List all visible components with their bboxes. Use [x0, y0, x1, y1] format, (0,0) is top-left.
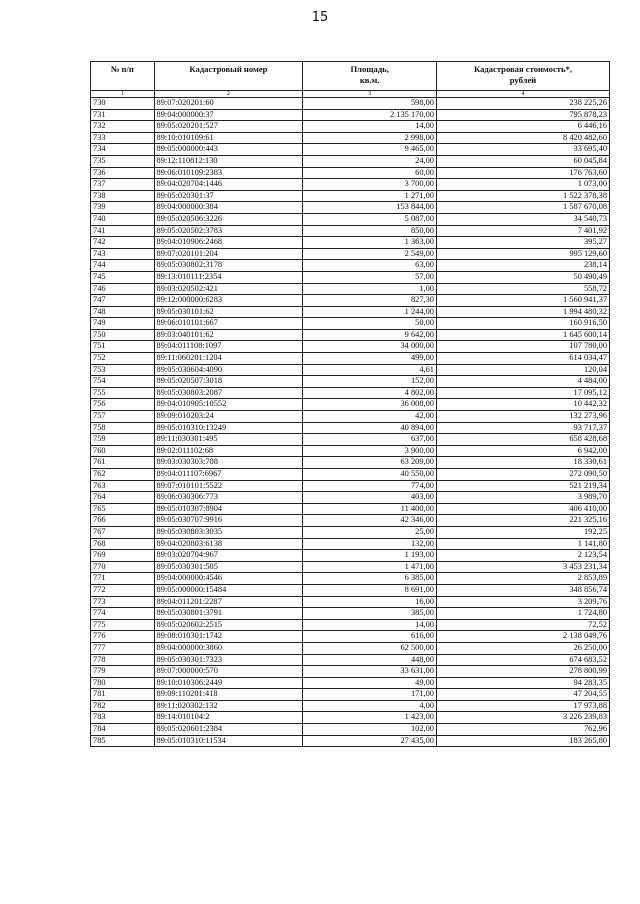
- row-number-cell: 777: [91, 642, 155, 654]
- table-row: [91, 271, 610, 283]
- row-number-cell: 753: [91, 364, 155, 376]
- area-cell: 36 008,00: [303, 399, 437, 411]
- table-row: [91, 98, 610, 110]
- cadastral-number-cell: 89:07:000000:570: [154, 666, 303, 678]
- row-number-cell: 759: [91, 434, 155, 446]
- column-number: 3: [303, 91, 437, 98]
- column-number: 2: [154, 91, 303, 98]
- cadastral-value-cell: 272 090,50: [436, 469, 609, 481]
- cadastral-number-cell: 89:03:020704:967: [154, 550, 303, 562]
- cadastral-value-cell: 395,27: [436, 237, 609, 249]
- table-row: [91, 237, 610, 249]
- cadastral-number-cell: 89:07:010101:5522: [154, 480, 303, 492]
- cadastral-number-cell: 89:12:110812:130: [154, 155, 303, 167]
- cadastral-number-cell: 89:11:030301:495: [154, 434, 303, 446]
- row-number-cell: 768: [91, 538, 155, 550]
- cadastral-value-cell: 120,04: [436, 364, 609, 376]
- cadastral-value-cell: 238 225,26: [436, 98, 609, 110]
- row-number-cell: 747: [91, 295, 155, 307]
- row-number-cell: 742: [91, 237, 155, 249]
- row-number-cell: 751: [91, 341, 155, 353]
- cadastral-value-cell: 221 325,16: [436, 515, 609, 527]
- cadastral-value-cell: 17 095,12: [436, 387, 609, 399]
- table-row: [91, 295, 610, 307]
- cadastral-value-cell: 6 942,00: [436, 445, 609, 457]
- table-row: [91, 202, 610, 214]
- cadastral-number-cell: 89:03:020502:421: [154, 283, 303, 295]
- area-cell: 60,00: [303, 167, 437, 179]
- row-number-cell: 781: [91, 689, 155, 701]
- row-number-cell: 731: [91, 109, 155, 121]
- row-number-cell: 765: [91, 503, 155, 515]
- cadastral-value-cell: 3 226 239,83: [436, 712, 609, 724]
- table-row: [91, 654, 610, 666]
- table-row: [91, 596, 610, 608]
- table-row: [91, 724, 610, 736]
- row-number-cell: 756: [91, 399, 155, 411]
- table-row: [91, 503, 610, 515]
- cadastral-number-cell: 89:05:020506:3226: [154, 213, 303, 225]
- row-number-cell: 732: [91, 121, 155, 133]
- cadastral-value-cell: 1 587 670,08: [436, 202, 609, 214]
- cadastral-number-cell: 89:04:000000:3860: [154, 642, 303, 654]
- row-number-cell: 774: [91, 608, 155, 620]
- table-row: [91, 550, 610, 562]
- area-cell: 1 471,00: [303, 561, 437, 573]
- cadastral-value-cell: 3 209,76: [436, 596, 609, 608]
- row-number-cell: 764: [91, 492, 155, 504]
- area-cell: 850,00: [303, 225, 437, 237]
- table-row: [91, 469, 610, 481]
- row-number-cell: 745: [91, 271, 155, 283]
- area-cell: 827,30: [303, 295, 437, 307]
- row-number-cell: 769: [91, 550, 155, 562]
- area-cell: 4,00: [303, 700, 437, 712]
- cadastral-number-cell: 89:05:020201:527: [154, 121, 303, 133]
- cadastral-value-cell: 1 645 600,14: [436, 329, 609, 341]
- table-row: [91, 353, 610, 365]
- table-row: [91, 561, 610, 573]
- cadastral-value-cell: 93 717,37: [436, 422, 609, 434]
- table-row: [91, 167, 610, 179]
- cadastral-value-cell: 2 138 049,76: [436, 631, 609, 643]
- cadastral-number-cell: 89:05:020502:3783: [154, 225, 303, 237]
- table-row: [91, 411, 610, 423]
- page-number: 15: [311, 10, 329, 25]
- cadastral-number-cell: 89:10:010306:2449: [154, 677, 303, 689]
- cadastral-value-cell: 183 265,80: [436, 735, 609, 747]
- table-row: [91, 538, 610, 550]
- cadastral-value-cell: 18 330,61: [436, 457, 609, 469]
- row-number-cell: 784: [91, 724, 155, 736]
- area-cell: 40 550,00: [303, 469, 437, 481]
- table-row: [91, 445, 610, 457]
- cadastral-value-cell: 674 683,52: [436, 654, 609, 666]
- row-number-cell: 757: [91, 411, 155, 423]
- cadastral-value-cell: 658 428,68: [436, 434, 609, 446]
- area-cell: 598,00: [303, 98, 437, 110]
- cadastral-number-cell: 89:09:010203:24: [154, 411, 303, 423]
- area-cell: 385,00: [303, 608, 437, 620]
- area-cell: 6 385,00: [303, 573, 437, 585]
- cadastral-number-cell: 89:05:030301:505: [154, 561, 303, 573]
- cadastral-number-cell: 89:11:060201:1204: [154, 353, 303, 365]
- cadastral-value-cell: 348 856,74: [436, 584, 609, 596]
- row-number-cell: 772: [91, 584, 155, 596]
- table-row: [91, 132, 610, 144]
- cadastral-number-cell: 89:13:010111:2354: [154, 271, 303, 283]
- table-row: [91, 306, 610, 318]
- cadastral-number-cell: 89:04:010906:2468: [154, 237, 303, 249]
- cadastral-value-cell: 94 283,35: [436, 677, 609, 689]
- area-cell: 616,00: [303, 631, 437, 643]
- table-row: [91, 631, 610, 643]
- cadastral-value-cell: 2 123,54: [436, 550, 609, 562]
- table-row: [91, 480, 610, 492]
- area-cell: 9 465,00: [303, 144, 437, 156]
- area-cell: 152,00: [303, 376, 437, 388]
- area-cell: 2 135 170,00: [303, 109, 437, 121]
- row-number-cell: 743: [91, 248, 155, 260]
- cadastral-value-cell: 8 420 482,60: [436, 132, 609, 144]
- area-cell: 4,61: [303, 364, 437, 376]
- cadastral-number-cell: 89:04:011107:6967: [154, 469, 303, 481]
- cadastral-value-cell: 47 204,55: [436, 689, 609, 701]
- table-row: [91, 422, 610, 434]
- cadastral-number-cell: 89:09:110201:418: [154, 689, 303, 701]
- table-row: [91, 109, 610, 121]
- area-cell: 9 642,00: [303, 329, 437, 341]
- table-row: [91, 190, 610, 202]
- row-number-cell: 762: [91, 469, 155, 481]
- area-cell: 8 691,00: [303, 584, 437, 596]
- cadastral-number-cell: 89:05:030301:7323: [154, 654, 303, 666]
- cadastral-value-cell: 1 141,80: [436, 538, 609, 550]
- cadastral-value-cell: 10 442,32: [436, 399, 609, 411]
- cadastral-number-cell: 89:11:020302:132: [154, 700, 303, 712]
- table-row: [91, 318, 610, 330]
- row-number-cell: 783: [91, 712, 155, 724]
- cadastral-number-cell: 89:05:030101:62: [154, 306, 303, 318]
- area-cell: 2 549,00: [303, 248, 437, 260]
- cadastral-value-cell: 1 073,00: [436, 179, 609, 191]
- table-row: [91, 492, 610, 504]
- cadastral-value-cell: 176 763,60: [436, 167, 609, 179]
- cadastral-value-cell: 160 916,50: [436, 318, 609, 330]
- cadastral-value-cell: 4 484,00: [436, 376, 609, 388]
- area-cell: 63 209,00: [303, 457, 437, 469]
- header-number: № п/п: [91, 62, 155, 91]
- area-cell: 3 700,00: [303, 179, 437, 191]
- cadastral-number-cell: 89:05:020301:37: [154, 190, 303, 202]
- area-cell: 40 894,00: [303, 422, 437, 434]
- cadastral-value-cell: 50 490,49: [436, 271, 609, 283]
- cadastral-value-cell: 192,25: [436, 526, 609, 538]
- cadastral-value-cell: 7 401,92: [436, 225, 609, 237]
- cadastral-number-cell: 89:05:030803:2087: [154, 387, 303, 399]
- area-cell: 171,00: [303, 689, 437, 701]
- table-row: [91, 144, 610, 156]
- cadastral-number-cell: 89:02:011102:68: [154, 445, 303, 457]
- row-number-cell: 746: [91, 283, 155, 295]
- cadastral-number-cell: 89:04:000000:4546: [154, 573, 303, 585]
- cadastral-number-cell: 89:05:030801:3791: [154, 608, 303, 620]
- table-row: [91, 700, 610, 712]
- table-row: [91, 677, 610, 689]
- area-cell: 14,00: [303, 121, 437, 133]
- row-number-cell: 740: [91, 213, 155, 225]
- row-number-cell: 763: [91, 480, 155, 492]
- cadastral-value-cell: 995 129,60: [436, 248, 609, 260]
- table-row: [91, 619, 610, 631]
- cadastral-number-cell: 89:04:011108:1097: [154, 341, 303, 353]
- cadastral-number-cell: 89:07:020101:204: [154, 248, 303, 260]
- cadastral-number-cell: 89:04:020704:1446: [154, 179, 303, 191]
- area-cell: 27 435,00: [303, 735, 437, 747]
- table-header-row: [91, 62, 610, 91]
- table-row: [91, 387, 610, 399]
- cadastral-number-cell: 89:06:010101:667: [154, 318, 303, 330]
- area-cell: 1 271,00: [303, 190, 437, 202]
- row-number-cell: 749: [91, 318, 155, 330]
- table-row: [91, 642, 610, 654]
- area-cell: 50,00: [303, 318, 437, 330]
- row-number-cell: 780: [91, 677, 155, 689]
- table-row: [91, 608, 610, 620]
- row-number-cell: 750: [91, 329, 155, 341]
- cadastral-number-cell: 89:05:030707:9916: [154, 515, 303, 527]
- cadastral-number-cell: 89:04:000000:37: [154, 109, 303, 121]
- area-cell: 5 087,00: [303, 213, 437, 225]
- row-number-cell: 741: [91, 225, 155, 237]
- area-cell: 57,00: [303, 271, 437, 283]
- cadastral-number-cell: 89:08:010301:1742: [154, 631, 303, 643]
- row-number-cell: 733: [91, 132, 155, 144]
- cadastral-number-cell: 89:10:010109:61: [154, 132, 303, 144]
- row-number-cell: 779: [91, 666, 155, 678]
- cadastral-value-cell: 60 045,84: [436, 155, 609, 167]
- cadastral-value-cell: 558,72: [436, 283, 609, 295]
- table-row: [91, 179, 610, 191]
- cadastral-number-cell: 89:05:000000:15484: [154, 584, 303, 596]
- area-cell: 153 844,00: [303, 202, 437, 214]
- column-number: 4: [436, 91, 609, 98]
- row-number-cell: 730: [91, 98, 155, 110]
- row-number-cell: 735: [91, 155, 155, 167]
- row-number-cell: 770: [91, 561, 155, 573]
- cadastral-value-cell: 406 410,00: [436, 503, 609, 515]
- cadastral-value-cell: 1 522 378,38: [436, 190, 609, 202]
- cadastral-number-cell: 89:04:000000:384: [154, 202, 303, 214]
- cadastral-value-table: [90, 61, 610, 747]
- cadastral-number-cell: 89:05:030604:4090: [154, 364, 303, 376]
- area-cell: 49,00: [303, 677, 437, 689]
- cadastral-number-cell: 89:05:020602:2515: [154, 619, 303, 631]
- cadastral-number-cell: 89:05:020507:3018: [154, 376, 303, 388]
- cadastral-number-cell: 89:05:030802:3178: [154, 260, 303, 272]
- cadastral-number-cell: 89:05:020601:2384: [154, 724, 303, 736]
- row-number-cell: 776: [91, 631, 155, 643]
- row-number-cell: 785: [91, 735, 155, 747]
- area-cell: 25,00: [303, 526, 437, 538]
- table-row: [91, 526, 610, 538]
- cadastral-number-cell: 89:05:010310:11534: [154, 735, 303, 747]
- area-cell: 3 900,00: [303, 445, 437, 457]
- header-area: Площадь, кв.м.: [303, 62, 437, 91]
- area-cell: 62 500,00: [303, 642, 437, 654]
- row-number-cell: 755: [91, 387, 155, 399]
- area-cell: 16,00: [303, 596, 437, 608]
- table-row: [91, 364, 610, 376]
- row-number-cell: 778: [91, 654, 155, 666]
- area-cell: 63,00: [303, 260, 437, 272]
- row-number-cell: 738: [91, 190, 155, 202]
- area-cell: 1,00: [303, 283, 437, 295]
- cadastral-value-cell: 2 853,89: [436, 573, 609, 585]
- area-cell: 2 998,00: [303, 132, 437, 144]
- cadastral-number-cell: 89:12:000000:6283: [154, 295, 303, 307]
- row-number-cell: 767: [91, 526, 155, 538]
- header-cadastral-number: Кадастровый номер: [154, 62, 303, 91]
- table-row: [91, 399, 610, 411]
- table-row: [91, 434, 610, 446]
- cadastral-number-cell: 89:14:010104:2: [154, 712, 303, 724]
- cadastral-value-cell: 795 878,23: [436, 109, 609, 121]
- table-row: [91, 376, 610, 388]
- cadastral-value-cell: 26 250,00: [436, 642, 609, 654]
- row-number-cell: 748: [91, 306, 155, 318]
- area-cell: 34 000,00: [303, 341, 437, 353]
- cadastral-number-cell: 89:03:040101:62: [154, 329, 303, 341]
- table-row: [91, 283, 610, 295]
- row-number-cell: 782: [91, 700, 155, 712]
- table-row: [91, 213, 610, 225]
- area-cell: 24,00: [303, 155, 437, 167]
- table-row: [91, 584, 610, 596]
- area-cell: 4 802,00: [303, 387, 437, 399]
- cadastral-number-cell: 89:06:010109:2383: [154, 167, 303, 179]
- row-number-cell: 737: [91, 179, 155, 191]
- area-cell: 1 423,00: [303, 712, 437, 724]
- cadastral-value-cell: 107 780,00: [436, 341, 609, 353]
- table-row: [91, 121, 610, 133]
- area-cell: 403,00: [303, 492, 437, 504]
- table-row: [91, 666, 610, 678]
- area-cell: 14,00: [303, 619, 437, 631]
- cadastral-value-cell: 614 034,47: [436, 353, 609, 365]
- row-number-cell: 739: [91, 202, 155, 214]
- cadastral-number-cell: 89:04:010905:10552: [154, 399, 303, 411]
- table-row: [91, 155, 610, 167]
- cadastral-number-cell: 89:04:011201:2287: [154, 596, 303, 608]
- column-number-row: [91, 91, 610, 98]
- cadastral-value-cell: 1 994 480,32: [436, 306, 609, 318]
- row-number-cell: 760: [91, 445, 155, 457]
- cadastral-value-cell: 17 973,88: [436, 700, 609, 712]
- area-cell: 11 400,00: [303, 503, 437, 515]
- row-number-cell: 758: [91, 422, 155, 434]
- table-row: [91, 573, 610, 585]
- cadastral-number-cell: 89:07:020201:60: [154, 98, 303, 110]
- cadastral-number-cell: 89:03:030303:708: [154, 457, 303, 469]
- cadastral-number-cell: 89:04:020803:6138: [154, 538, 303, 550]
- cadastral-value-cell: 238,14: [436, 260, 609, 272]
- cadastral-value-cell: 278 800,99: [436, 666, 609, 678]
- cadastral-value-cell: 1 560 941,37: [436, 295, 609, 307]
- row-number-cell: 736: [91, 167, 155, 179]
- table-row: [91, 712, 610, 724]
- row-number-cell: 775: [91, 619, 155, 631]
- area-cell: 637,00: [303, 434, 437, 446]
- area-cell: 132,00: [303, 538, 437, 550]
- column-number: 1: [91, 91, 155, 98]
- cadastral-number-cell: 89:05:010310:13249: [154, 422, 303, 434]
- cadastral-number-cell: 89:05:030803:3035: [154, 526, 303, 538]
- area-cell: 448,00: [303, 654, 437, 666]
- cadastral-value-cell: 34 540,73: [436, 213, 609, 225]
- row-number-cell: 771: [91, 573, 155, 585]
- row-number-cell: 752: [91, 353, 155, 365]
- cadastral-value-cell: 521 219,34: [436, 480, 609, 492]
- cadastral-number-cell: 89:05:000000:443: [154, 144, 303, 156]
- area-cell: 774,00: [303, 480, 437, 492]
- area-cell: 102,00: [303, 724, 437, 736]
- cadastral-value-cell: 1 724,80: [436, 608, 609, 620]
- row-number-cell: 766: [91, 515, 155, 527]
- header-cadastral-value: Кадастровая стоимость*, рублей: [436, 62, 609, 91]
- row-number-cell: 734: [91, 144, 155, 156]
- row-number-cell: 773: [91, 596, 155, 608]
- area-cell: 1 244,00: [303, 306, 437, 318]
- cadastral-number-cell: 89:05:010307:8904: [154, 503, 303, 515]
- table-row: [91, 329, 610, 341]
- cadastral-value-cell: 762,96: [436, 724, 609, 736]
- area-cell: 42,00: [303, 411, 437, 423]
- row-number-cell: 761: [91, 457, 155, 469]
- area-cell: 1 193,00: [303, 550, 437, 562]
- cadastral-value-cell: 132 273,96: [436, 411, 609, 423]
- cadastral-value-cell: 72,52: [436, 619, 609, 631]
- cadastral-number-cell: 89:06:030306:773: [154, 492, 303, 504]
- cadastral-value-cell: 3 453 231,34: [436, 561, 609, 573]
- cadastral-value-cell: 33 695,40: [436, 144, 609, 156]
- table-row: [91, 457, 610, 469]
- area-cell: 499,00: [303, 353, 437, 365]
- cadastral-value-cell: 6 446,16: [436, 121, 609, 133]
- row-number-cell: 744: [91, 260, 155, 272]
- table-row: [91, 515, 610, 527]
- table-row: [91, 260, 610, 272]
- area-cell: 1 363,00: [303, 237, 437, 249]
- table-body: [91, 98, 610, 747]
- area-cell: 33 631,00: [303, 666, 437, 678]
- table-row: [91, 735, 610, 747]
- table-row: [91, 341, 610, 353]
- table-row: [91, 225, 610, 237]
- table-row: [91, 689, 610, 701]
- cadastral-value-cell: 3 989,70: [436, 492, 609, 504]
- row-number-cell: 754: [91, 376, 155, 388]
- area-cell: 42 346,00: [303, 515, 437, 527]
- table-row: [91, 248, 610, 260]
